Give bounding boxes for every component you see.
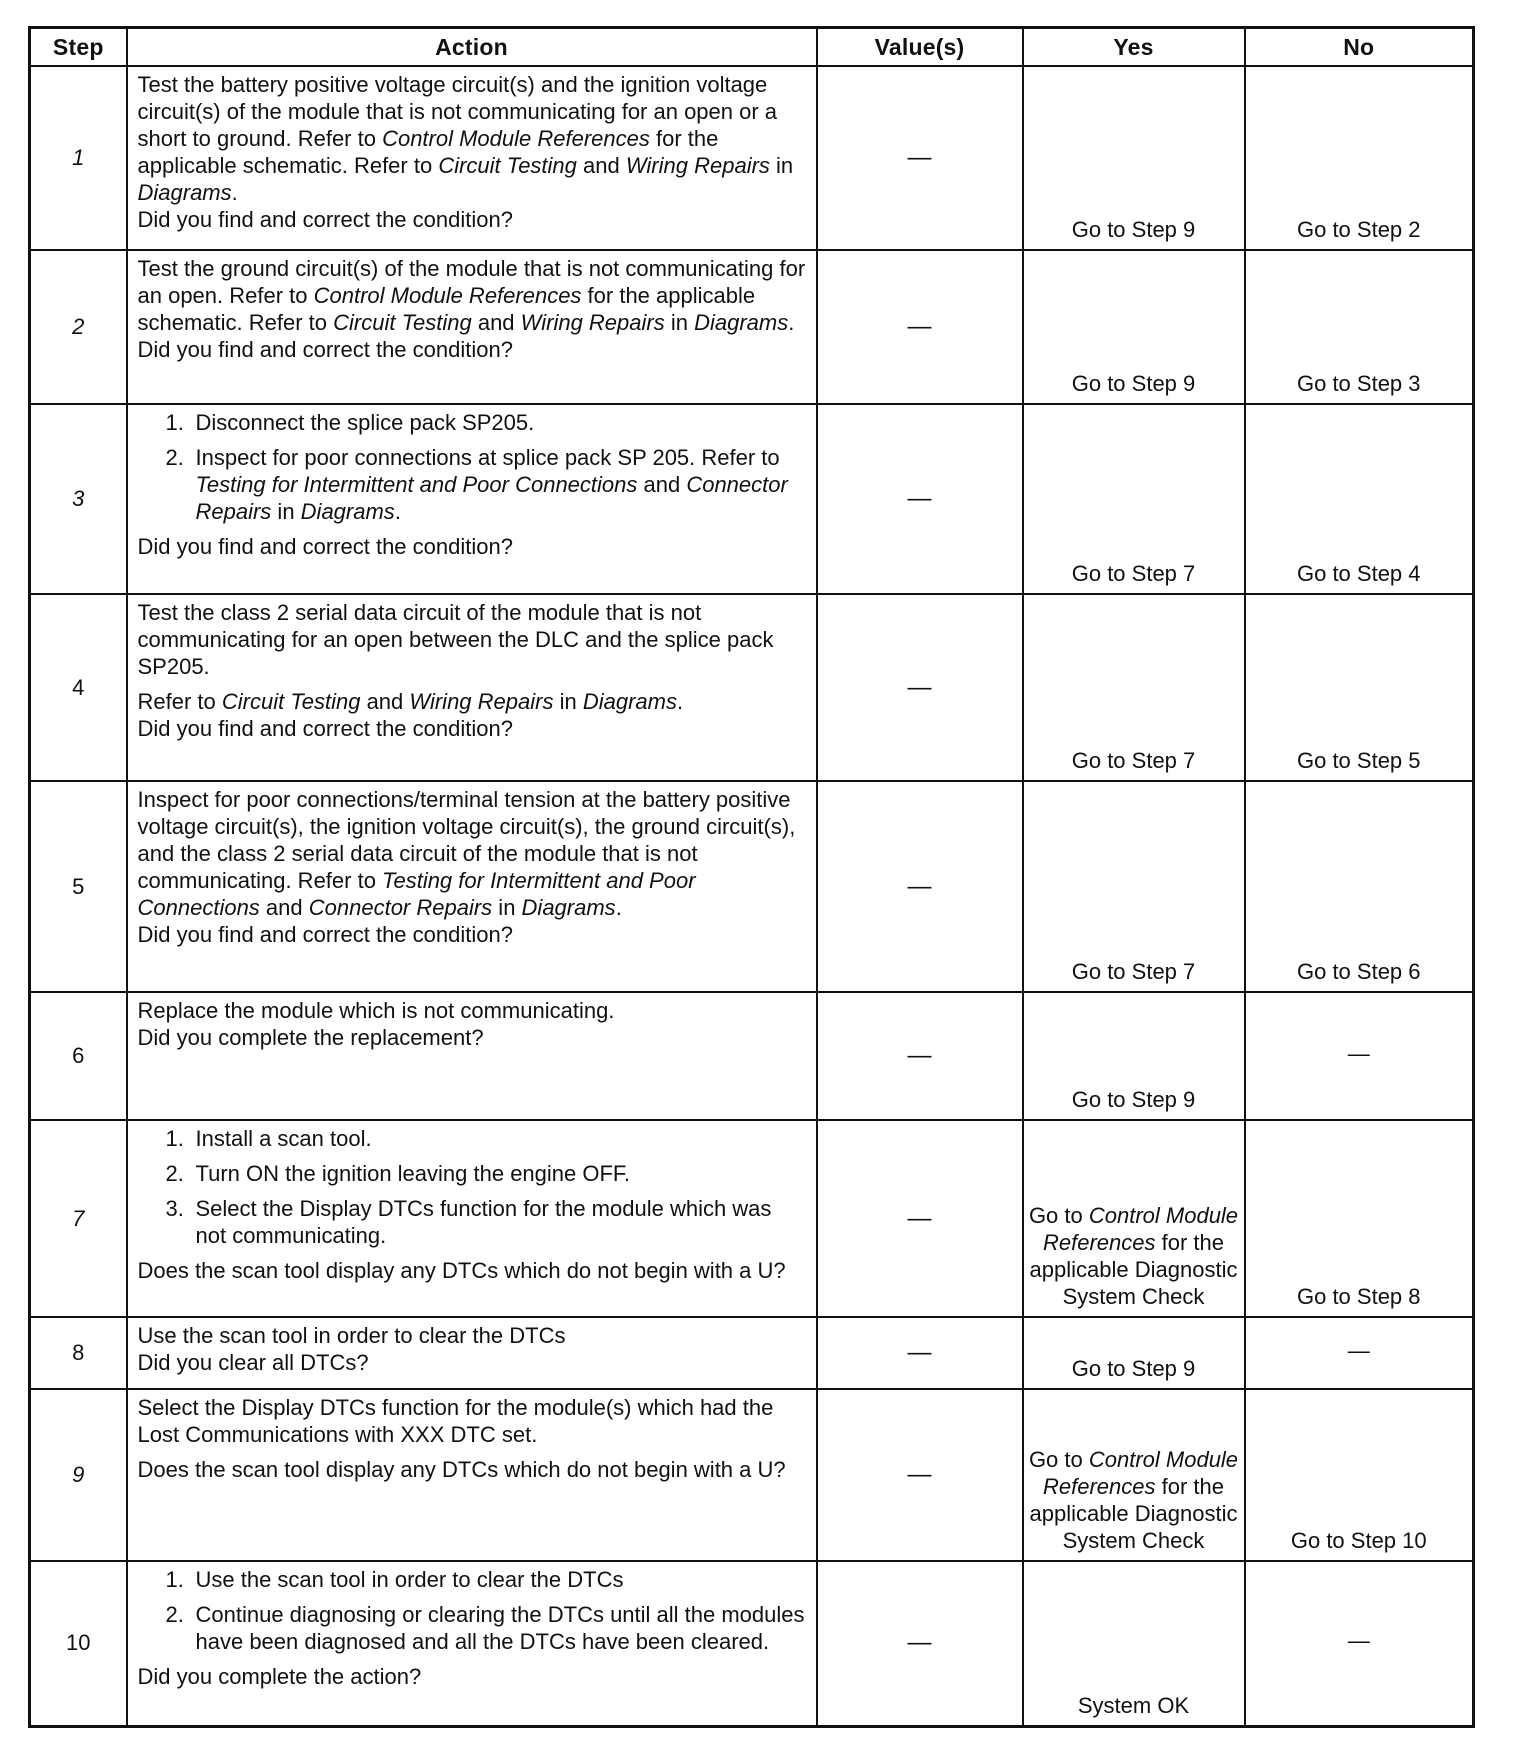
yes-cell: Go to Step 7 [1023, 404, 1245, 594]
header-step: Step [30, 28, 127, 67]
value-cell: — [817, 66, 1023, 250]
table-row [30, 992, 1474, 1120]
action-question: Did you find and correct the condition? [137, 337, 513, 362]
step-number: 3 [30, 404, 127, 594]
list-item: 2. Continue diagnosing or clearing the DTCs until all the modules have been diagnosed and all the DTCs have been cleared. [165, 1602, 805, 1654]
value-cell: — [817, 594, 1023, 781]
header-no: No [1245, 28, 1474, 67]
no-cell: — [1245, 992, 1474, 1120]
action-cell [127, 66, 817, 250]
action-cell [127, 1317, 817, 1389]
action-text: Inspect for poor connections/terminal tension at the battery positive voltage circuit(s), the ignition voltage circuit(s), the ground circuit(s), and the class 2 serial data circuit of the module that is not communicating. Refer to Testing for Intermittent and Poor Connections and Connector Repairs in Diagrams. [137, 787, 796, 920]
list-item: 2. Inspect for poor connections at splice pack SP 205. Refer to Testing for Intermittent and Poor Connections and Connector Repairs in Diagrams. [165, 445, 788, 524]
diagnostic-document [28, 26, 1472, 1728]
no-cell: — [1245, 1317, 1474, 1389]
no-cell: Go to Step 10 [1245, 1389, 1474, 1561]
header-values: Value(s) [817, 28, 1023, 67]
action-list [138, 409, 806, 533]
action-text: Replace the module which is not communicating. [137, 998, 615, 1023]
header-action: Action [127, 28, 817, 67]
table-row [30, 250, 1474, 404]
value-cell: — [817, 250, 1023, 404]
list-item: 1. Use the scan tool in order to clear the DTCs [165, 1567, 624, 1592]
step-number: 2 [30, 250, 127, 404]
no-cell: Go to Step 6 [1245, 781, 1474, 992]
action-cell [127, 1120, 817, 1317]
action-text: Test the battery positive voltage circuit(s) and the ignition voltage circuit(s) of the module that is not communicating for an open or a short to ground. Refer to Control Module References for the applicable schematic. Refer to Circuit Testing and Wiring Repairs in Diagrams. [137, 72, 794, 205]
action-question: Did you find and correct the condition? [137, 207, 513, 232]
no-cell: Go to Step 2 [1245, 66, 1474, 250]
header-row [30, 28, 1474, 67]
no-cell: Go to Step 8 [1245, 1120, 1474, 1317]
value-cell: — [817, 1561, 1023, 1726]
action-question: Does the scan tool display any DTCs which do not begin with a U? [137, 1258, 786, 1283]
table-row [30, 404, 1474, 594]
yes-cell: Go to Step 9 [1023, 250, 1245, 404]
action-cell [127, 250, 817, 404]
list-item: 3. Select the Display DTCs function for the module which was not communicating. [165, 1196, 772, 1248]
table-row [30, 1389, 1474, 1561]
action-cell [127, 404, 817, 594]
action-list [138, 1125, 806, 1257]
action-reference: Refer to Circuit Testing and Wiring Repairs in Diagrams. [137, 689, 684, 714]
action-cell [127, 594, 817, 781]
action-question: Did you find and correct the condition? [137, 716, 513, 741]
action-cell [127, 781, 817, 992]
list-item: 1. Disconnect the splice pack SP205. [165, 410, 535, 435]
value-cell: — [817, 404, 1023, 594]
action-text: Use the scan tool in order to clear the DTCs [137, 1323, 566, 1348]
action-text: Test the class 2 serial data circuit of the module that is not communicating for an open between the DLC and the splice pack SP205. [137, 600, 774, 679]
no-cell: Go to Step 4 [1245, 404, 1474, 594]
yes-cell: Go to Step 9 [1023, 1317, 1245, 1389]
step-number: 9 [30, 1389, 127, 1561]
no-cell: Go to Step 5 [1245, 594, 1474, 781]
action-question: Did you find and correct the condition? [137, 922, 513, 947]
action-text: Select the Display DTCs function for the module(s) which had the Lost Communications with XXX DTC set. [137, 1395, 774, 1447]
yes-cell: Go to Step 9 [1023, 66, 1245, 250]
step-number: 8 [30, 1317, 127, 1389]
action-text: Test the ground circuit(s) of the module that is not communicating for an open. Refer to Control Module References for the applicable schematic. Refer to Circuit Testing and Wiring Repairs in Diagrams. [137, 256, 806, 335]
value-cell: — [817, 992, 1023, 1120]
table-row [30, 1120, 1474, 1317]
action-cell [127, 992, 817, 1120]
value-cell: — [817, 1389, 1023, 1561]
action-cell [127, 1561, 817, 1726]
diagnostic-table [28, 26, 1475, 1728]
table-row [30, 1561, 1474, 1726]
action-list [138, 1566, 806, 1663]
no-cell: — [1245, 1561, 1474, 1726]
yes-cell: Go to Step 7 [1023, 594, 1245, 781]
table-row [30, 781, 1474, 992]
value-cell: — [817, 1120, 1023, 1317]
value-cell: — [817, 1317, 1023, 1389]
table-row [30, 66, 1474, 250]
action-question: Does the scan tool display any DTCs which do not begin with a U? [137, 1457, 786, 1482]
action-question: Did you complete the replacement? [137, 1025, 484, 1050]
yes-cell: Go to Control Module References for the applicable Diagnostic System Check [1023, 1120, 1245, 1317]
header-yes: Yes [1023, 28, 1245, 67]
action-question: Did you find and correct the condition? [137, 534, 513, 559]
step-number: 1 [30, 66, 127, 250]
value-cell: — [817, 781, 1023, 992]
step-number: 6 [30, 992, 127, 1120]
table-row [30, 594, 1474, 781]
yes-cell: Go to Step 7 [1023, 781, 1245, 992]
yes-cell: Go to Step 9 [1023, 992, 1245, 1120]
action-question: Did you complete the action? [137, 1664, 422, 1689]
no-cell: Go to Step 3 [1245, 250, 1474, 404]
table-row [30, 1317, 1474, 1389]
action-question: Did you clear all DTCs? [137, 1350, 369, 1375]
step-number: 5 [30, 781, 127, 992]
list-item: 1. Install a scan tool. [165, 1126, 372, 1151]
step-number: 7 [30, 1120, 127, 1317]
action-cell [127, 1389, 817, 1561]
step-number: 4 [30, 594, 127, 781]
yes-cell: Go to Control Module References for the applicable Diagnostic System Check [1023, 1389, 1245, 1561]
yes-cell: System OK [1023, 1561, 1245, 1726]
list-item: 2. Turn ON the ignition leaving the engine OFF. [165, 1161, 631, 1186]
step-number: 10 [30, 1561, 127, 1726]
